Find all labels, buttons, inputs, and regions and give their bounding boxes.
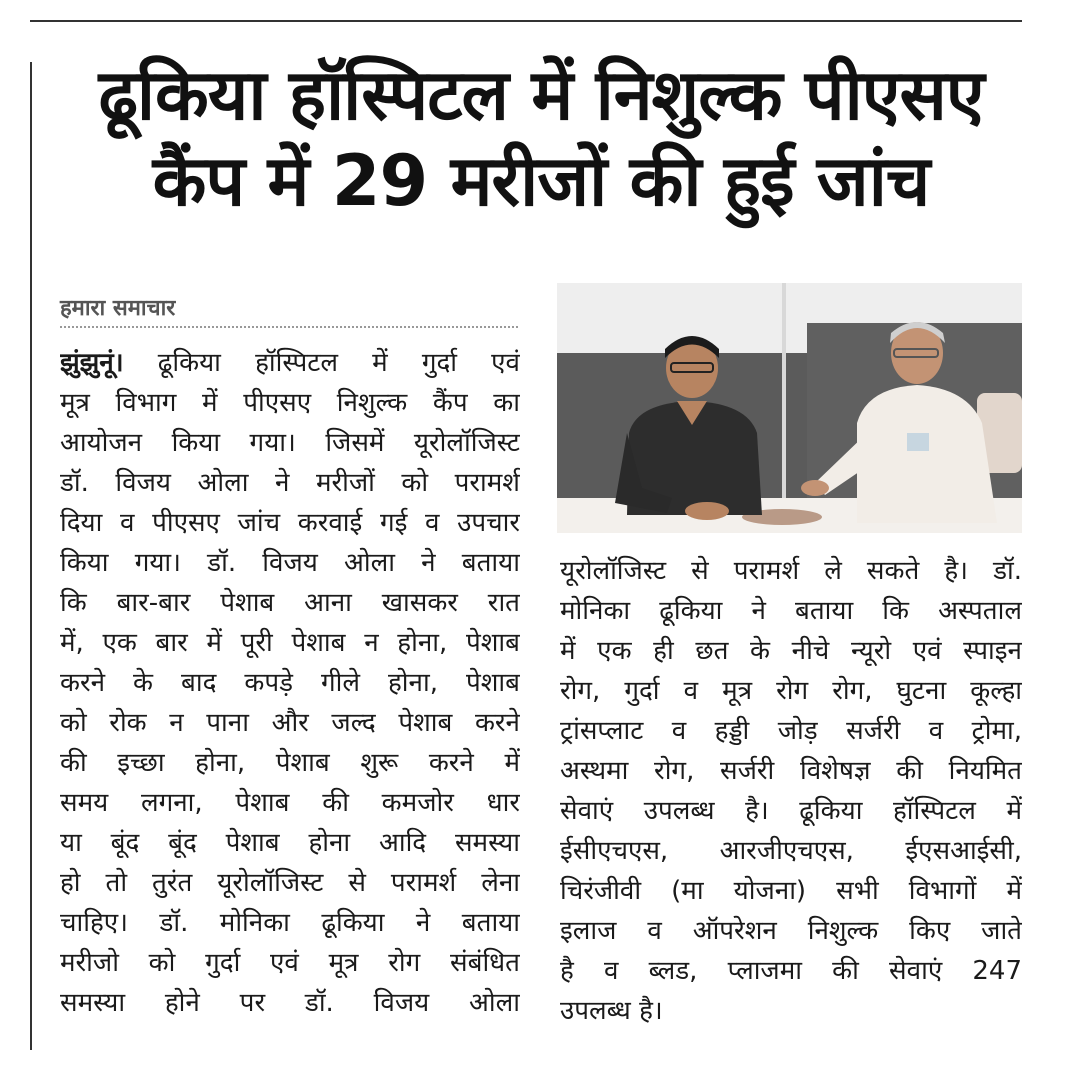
body-line: या बूंद बूंद पेशाब होना आदि समस्या: [60, 828, 520, 858]
body-line: समस्या होने पर डॉ. विजय ओला: [60, 988, 520, 1018]
body-line: कि बार-बार पेशाब आना खासकर रात: [60, 588, 520, 618]
body-line: समय लगना, पेशाब की कमजोर धार: [60, 788, 520, 818]
body-line: चाहिए। डॉ. मोनिका ढूकिया ने बताया: [60, 908, 520, 938]
body-line: मूत्र विभाग में पीएसए निशुल्क कैंप का: [60, 388, 520, 418]
body-line: सेवाएं उपलब्ध है। ढूकिया हॉस्पिटल में: [560, 796, 1022, 826]
body-line: मरीजो को गुर्दा एवं मूत्र रोग संबंधित: [60, 948, 520, 978]
body-line: डॉ. विजय ओला ने मरीजों को परामर्श: [60, 468, 520, 498]
body-line: करने के बाद कपड़े गीले होना, पेशाब: [60, 668, 520, 698]
body-line: आयोजन किया गया। जिसमें यूरोलॉजिस्ट: [60, 428, 520, 458]
body-line: किया गया। डॉ. विजय ओला ने बताया: [60, 548, 520, 578]
body-line: रोग, गुर्दा व मूत्र रोग रोग, घुटना कूल्हा: [560, 676, 1022, 706]
body-line: उपलब्ध है।: [560, 996, 663, 1026]
body-line: मोनिका ढूकिया ने बताया कि अस्पताल: [560, 596, 1022, 626]
body-line: [60, 343, 520, 383]
headline-line-1: ढूकिया हॉस्पिटल में निशुल्क पीएसए: [98, 54, 984, 136]
body-line: में एक ही छत के नीचे न्यूरो एवं स्पाइन: [560, 636, 1022, 666]
body-line: यूरोलॉजिस्ट से परामर्श ले सकते है। डॉ.: [560, 556, 1022, 586]
body-line: दिया व पीएसए जांच करवाई गई व उपचार: [60, 508, 520, 538]
byline: हमारा समाचार: [60, 296, 176, 321]
body-line-text: ढूकिया हॉस्पिटल में गुर्दा एवं: [123, 348, 520, 378]
body-line: हो तो तुरंत यूरोलॉजिस्ट से परामर्श लेना: [60, 868, 520, 898]
body-line: अस्थमा रोग, सर्जरी विशेषज्ञ की नियमित: [560, 756, 1022, 786]
body-line: की इच्छा होना, पेशाब शुरू करने में: [60, 748, 520, 778]
byline-divider: [60, 326, 518, 328]
article-photo: [557, 283, 1022, 533]
body-line: ट्रांसप्लाट व हड्डी जोड़ सर्जरी व ट्रोमा,: [560, 716, 1022, 746]
article-headline: [46, 52, 1036, 224]
body-line: को रोक न पाना और जल्द पेशाब करने: [60, 708, 520, 738]
body-line: चिरंजीवी (मा योजना) सभी विभागों में: [560, 876, 1022, 906]
left-column-rule: [30, 62, 32, 1050]
top-rule: [30, 20, 1022, 22]
article-body-right-column: [560, 551, 1022, 1031]
body-line: में, एक बार में पूरी पेशाब न होना, पेशाब: [60, 628, 520, 658]
body-line: है व ब्लड, प्लाजमा की सेवाएं 247: [560, 956, 1022, 986]
body-line: ईसीएचएस, आरजीएचएस, ईएसआईसी,: [560, 836, 1022, 866]
body-line: इलाज व ऑपरेशन निशुल्क किए जाते: [560, 916, 1022, 946]
article-body-left-column: [60, 343, 520, 1023]
headline-line-2: कैंप में 29 मरीजों की हुई जांच: [152, 140, 930, 222]
dateline: झुंझुनूं।: [60, 348, 124, 378]
